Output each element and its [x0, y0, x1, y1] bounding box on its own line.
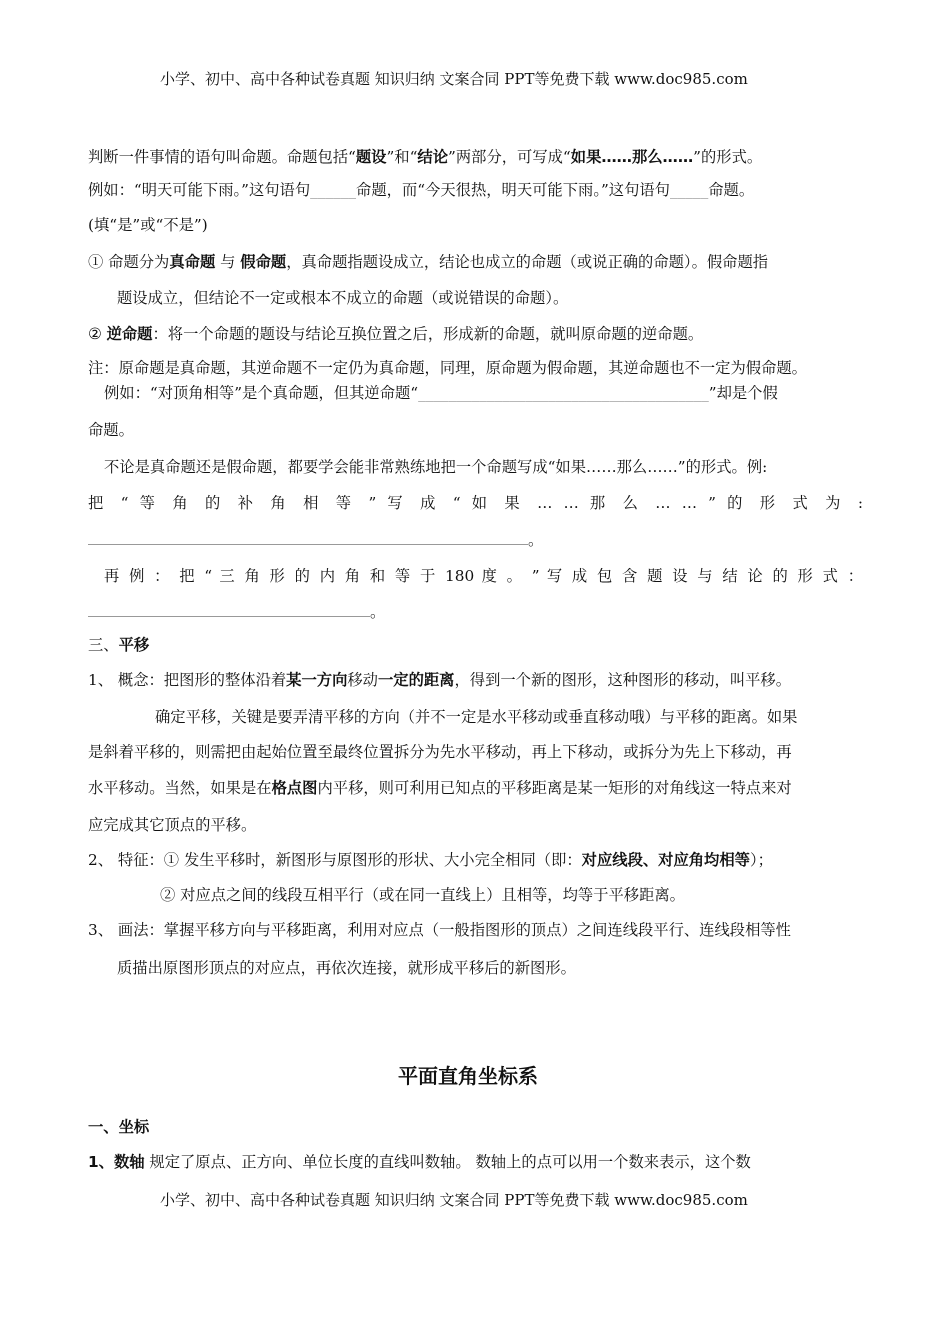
- page-footer: 小学、初中、高中各种试卷真题 知识归纳 文案合同 PPT等免费下载 www.doc985.com: [160, 1191, 748, 1209]
- text-segment: ① 命题分为: [88, 253, 170, 271]
- text-line: [88, 635, 149, 655]
- text-line: [88, 850, 773, 870]
- text-segment: ”两部分，可写成“: [448, 148, 571, 166]
- text-line: [88, 920, 791, 940]
- text-line: [88, 1152, 751, 1172]
- text-segment: ②: [88, 325, 107, 343]
- text-segment: ② 对应点之间的线段互相平行（或在同一直线上）且相等，均等于平移距离。: [160, 886, 685, 904]
- text-line: [88, 324, 703, 344]
- text-line: [88, 778, 792, 798]
- text-line: [88, 215, 208, 235]
- bold-term: 1、数轴: [88, 1153, 145, 1171]
- text-line: [88, 670, 791, 690]
- text-line: [88, 420, 134, 440]
- answer-blank: ______________________________________: [418, 384, 709, 402]
- text-segment: ）；: [749, 851, 773, 869]
- bold-term: 假命题: [240, 253, 287, 271]
- answer-blank: [88, 532, 528, 545]
- bold-term: 如果……那么……: [570, 148, 694, 166]
- text-segment: 不论是真命题还是假命题，都要学会能非常熟练地把一个命题写成“如果……那么……”的形式。例:: [104, 458, 768, 476]
- text-segment: 例如：“明天可能下雨。”这句语句: [88, 181, 311, 199]
- text-line: [88, 530, 543, 550]
- text-segment: 例如：“对顶角相等”是个真命题，但其逆命题“: [104, 384, 419, 402]
- text-segment: 内平移，则可利用已知点的平移距离是某一矩形的对角线这一特点来对: [317, 779, 792, 797]
- text-segment: 1、 概念：把图形的整体沿着: [88, 671, 287, 689]
- text-segment: 2、 特征：① 发生平移时，新图形与原图形的形状、大小完全相同（即：: [88, 851, 582, 869]
- text-line: [155, 707, 797, 727]
- text-segment: 规定了原点、正方向、单位长度的直线叫数轴。 数轴上的点可以用一个数来表示，这个数: [144, 1153, 751, 1171]
- text-line: [117, 288, 568, 308]
- text-segment: 移动: [347, 671, 378, 689]
- text-line: [88, 493, 863, 513]
- text-segment: 三、: [88, 636, 119, 654]
- text-segment: ”和“: [386, 148, 418, 166]
- text-segment: ：将一个命题的题设与结论互换位置之后，形成新的命题，就叫原命题的逆命题。: [152, 325, 704, 343]
- bold-term: 格点图: [271, 779, 318, 797]
- text-segment: (填“是”或“不是”): [88, 216, 208, 234]
- text-segment: 判断一件事情的语句叫命题。命题包括“: [88, 148, 356, 166]
- text-line: [88, 1117, 149, 1137]
- text-segment: 质描出原图形顶点的对应点，再依次连接，就形成平移后的新图形。: [117, 959, 576, 977]
- text-line: [88, 180, 754, 200]
- bold-term: 逆命题: [106, 325, 153, 343]
- text-segment: 命题。: [88, 421, 134, 439]
- text-line: [88, 742, 792, 762]
- text-segment: 应完成其它顶点的平移。: [88, 816, 257, 834]
- text-segment: 3、 画法：掌握平移方向与平移距离，利用对应点（一般指图形的顶点）之间连线段平行、连线段相等性: [88, 921, 791, 939]
- text-line: [88, 815, 256, 835]
- bold-term: 结论: [417, 148, 449, 166]
- text-segment: ”却是个假: [708, 384, 778, 402]
- section-title: 平面直角坐标系: [398, 1064, 538, 1088]
- bold-term: 题设: [355, 148, 387, 166]
- bold-term: 一、坐标: [88, 1118, 150, 1136]
- text-segment: ，得到一个新的图形，这种图形的移动，叫平移。: [454, 671, 792, 689]
- bold-term: 一定的距离: [377, 671, 455, 689]
- text-segment: 把 “ 等 角 的 补 角 相 等 ” 写 成 “ 如 果 … … 那 么 … … ” 的 形 式 为 :: [88, 494, 864, 512]
- text-segment: 注：原命题是真命题，其逆命题不一定仍为真命题，同理，原命题为假命题，其逆命题也不一定为假命题。: [88, 359, 807, 377]
- text-segment: 是斜着平移的，则需把由起始位置至最终位置拆分为先水平移动，再上下移动，或拆分为先上下移动，再: [88, 743, 792, 761]
- text-segment: 。: [370, 603, 386, 621]
- text-segment: 水平移动。当然，如果是在: [88, 779, 272, 797]
- text-segment: ，真命题指题设成立，结论也成立的命题（或说正确的命题）。假命题指: [286, 253, 769, 271]
- text-segment: 与: [215, 253, 241, 271]
- text-line: [160, 885, 685, 905]
- bold-term: 平移: [118, 636, 150, 654]
- text-segment: 确定平移，关键是要弄清平移的方向（并不一定是水平移动或垂直移动哦）与平移的距离。如果: [155, 708, 798, 726]
- text-segment: 命题，而“今天很热，明天可能下雨。”这句语句: [356, 181, 670, 199]
- bold-term: 某一方向: [286, 671, 348, 689]
- text-segment: 题设成立，但结论不一定或根本不成立的命题（或说错误的命题）。: [117, 289, 569, 307]
- text-segment: 再 例 ： 把 “ 三 角 形 的 内 角 和 等 于 180 度 。 ” 写 成 包 含 题 设 与 结 论 的 形 式 ：: [104, 567, 863, 585]
- text-line: [104, 457, 767, 477]
- text-line: [104, 383, 778, 403]
- text-line: [88, 358, 807, 378]
- text-line: [88, 147, 762, 167]
- text-segment: 。: [528, 531, 544, 549]
- text-line: [117, 958, 576, 978]
- text-line: [88, 602, 385, 622]
- answer-blank: ______: [310, 181, 357, 199]
- page-header: 小学、初中、高中各种试卷真题 知识归纳 文案合同 PPT等免费下载 www.doc985.com: [160, 70, 748, 88]
- bold-term: 对应线段、对应角均相等: [581, 851, 750, 869]
- text-segment: 命题。: [708, 181, 755, 199]
- text-line: [104, 566, 863, 586]
- text-line: [88, 252, 768, 272]
- text-segment: ”的形式。: [693, 148, 763, 166]
- bold-term: 真命题: [169, 253, 216, 271]
- answer-blank: _____: [669, 181, 709, 199]
- answer-blank: [88, 604, 370, 617]
